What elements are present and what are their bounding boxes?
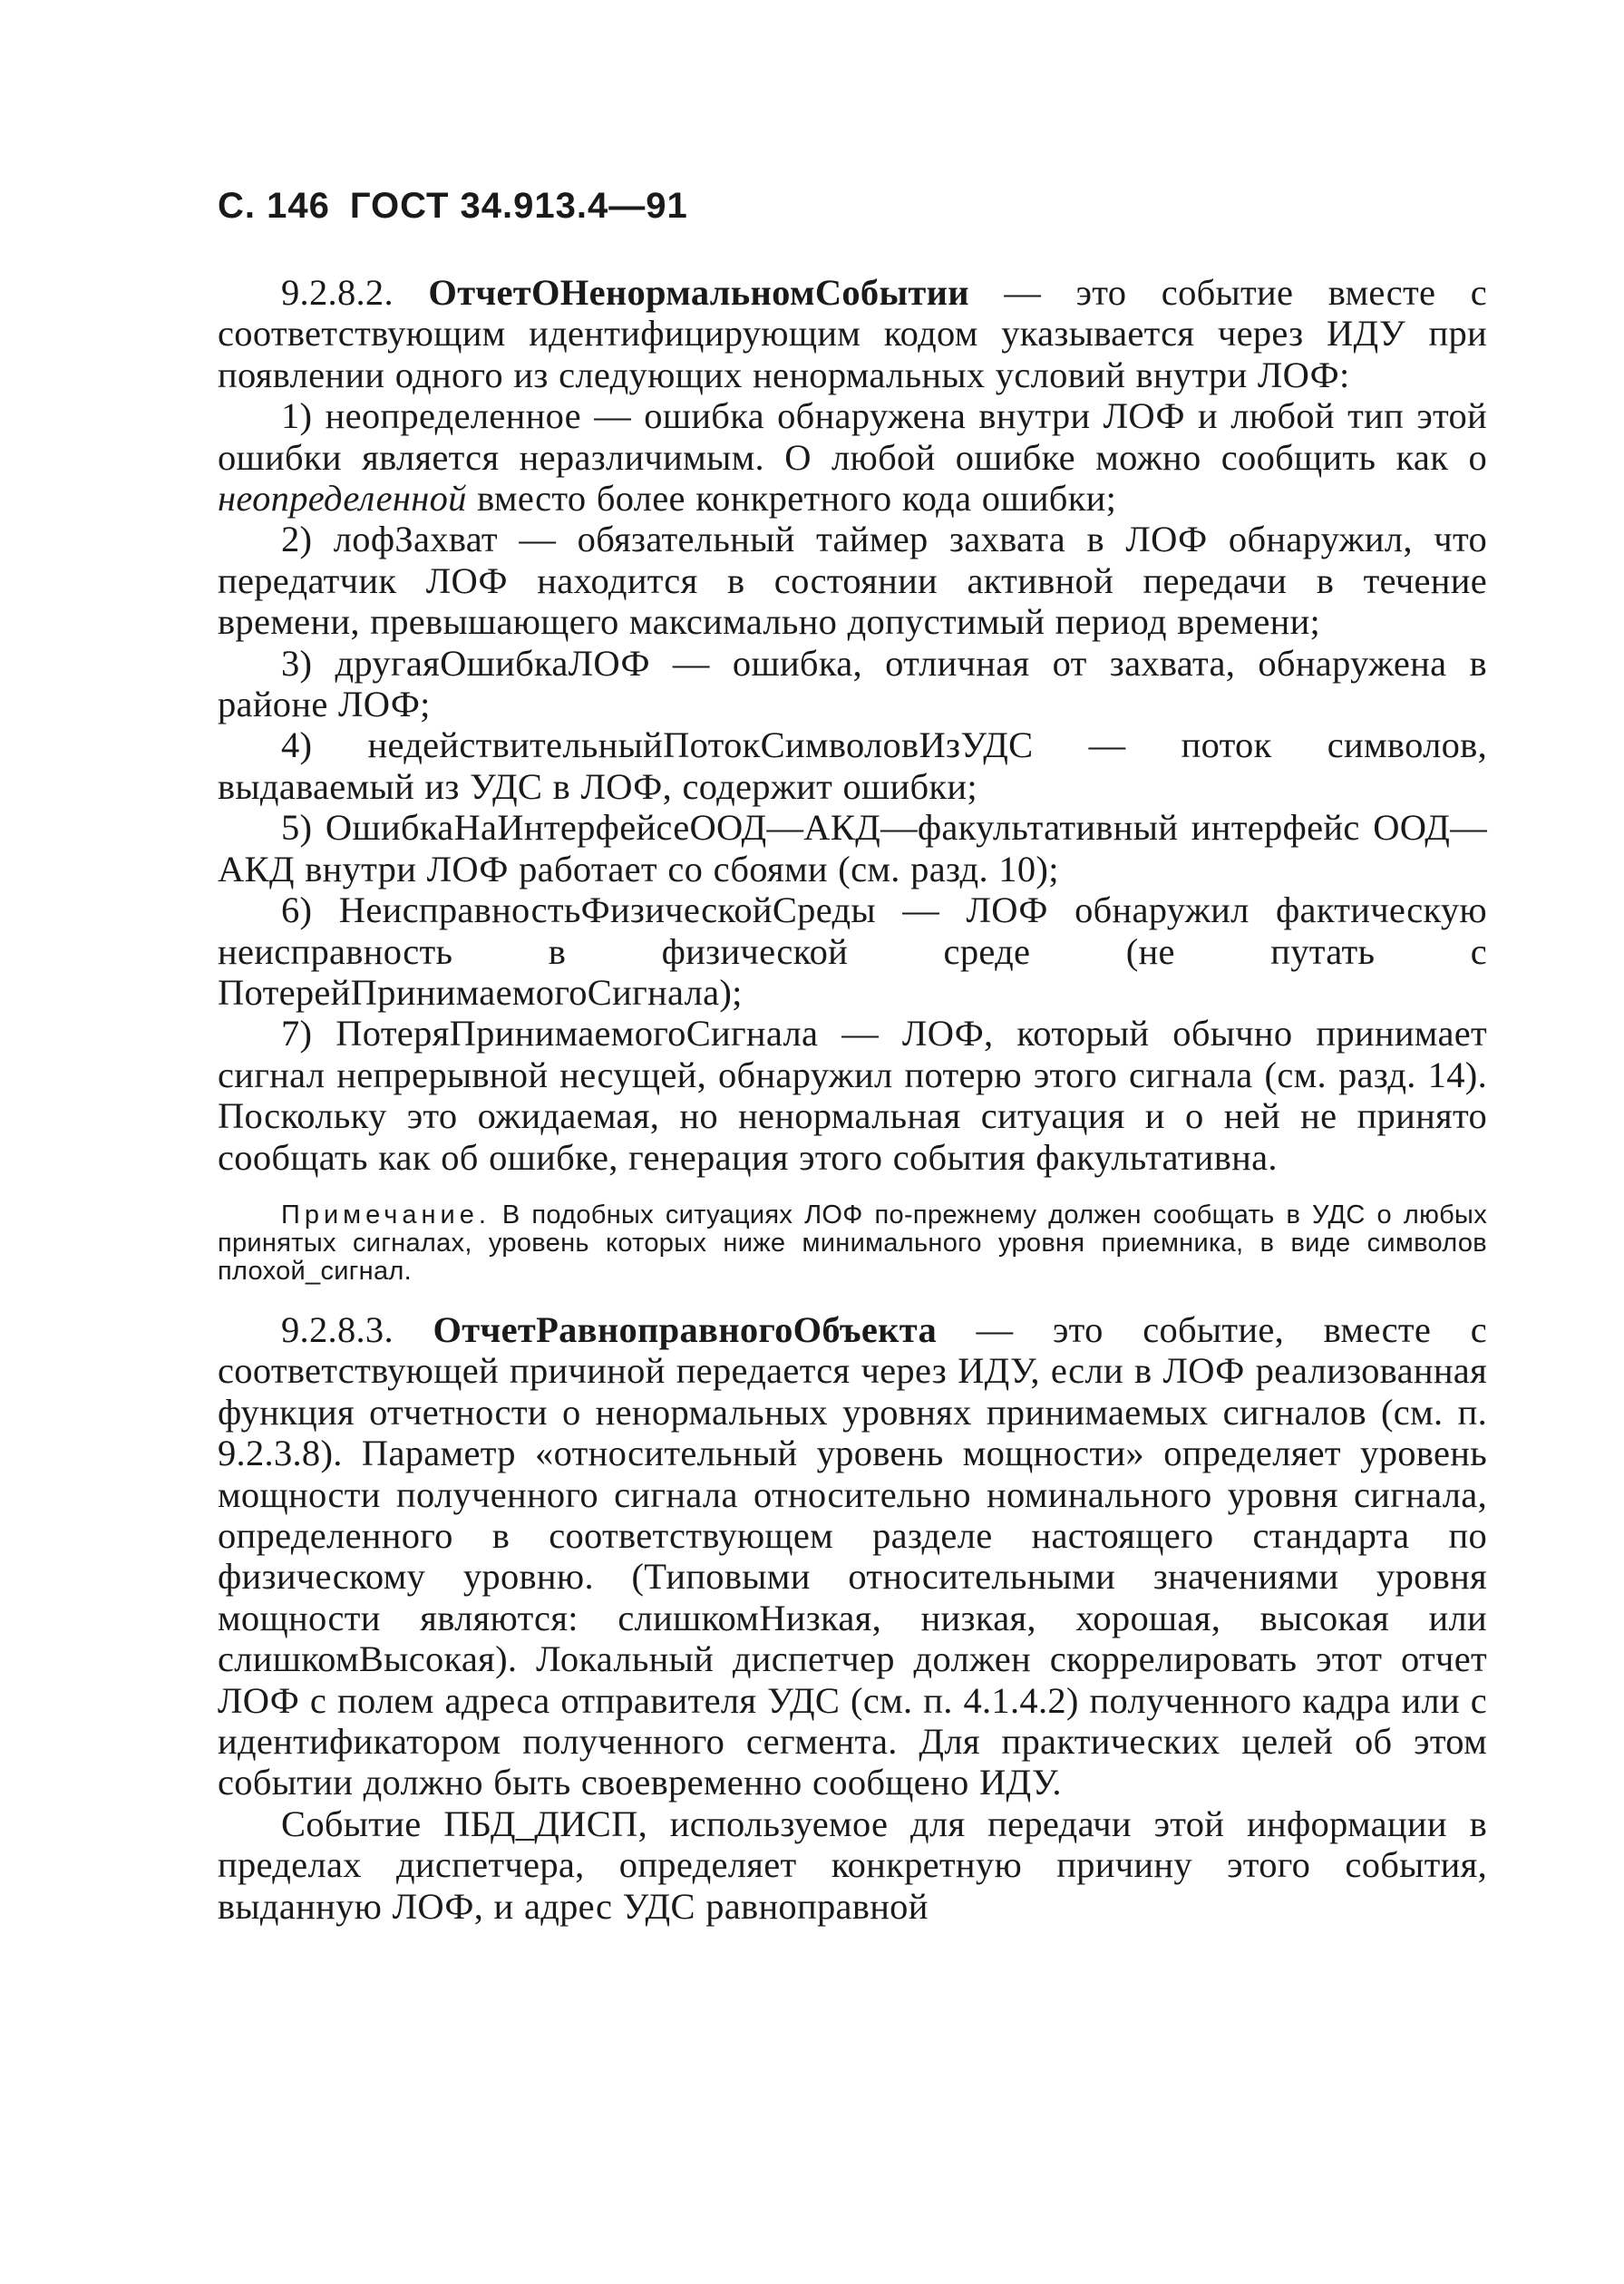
page-label: С. 146 <box>218 186 330 226</box>
section-number: 9.2.8.2. <box>281 272 394 313</box>
list-item-3: 3) другаяОшибкаЛОФ — ошибка, отличная от захвата, обнаружена в районе ЛОФ; <box>218 642 1487 725</box>
section-9-2-8-3 <box>218 1309 1487 1803</box>
list-item-5: 5) ОшибкаНаИнтерфейсеООД—АКД—факультативный интерфейс ООД—АКД внутри ЛОФ работает со сбоями (см. разд. 10); <box>218 807 1487 889</box>
note <box>218 1201 1487 1286</box>
running-header <box>218 186 1487 227</box>
closing-paragraph: Событие ПБД_ДИСП, используемое для передачи этой информации в пределах диспетчера, определяет конкретную причину этого события, выданную ЛОФ, и адрес УДС равноправной <box>218 1803 1487 1927</box>
section-9-2-8-2 <box>218 272 1487 395</box>
document-code: ГОСТ 34.913.4—91 <box>349 186 688 226</box>
section-term: ОтчетОНенормальномСобытии <box>428 272 969 313</box>
body-text <box>218 272 1487 1927</box>
list-item-1 <box>218 395 1487 519</box>
section-term: ОтчетРавноправногоОбъекта <box>433 1308 938 1350</box>
section-text: — это событие вместе с соответствующим идентифицирующим кодом указывается через ИДУ при появлении одного из следующих ненормальных условий внутри ЛОФ: <box>218 272 1487 395</box>
section-number: 9.2.8.3. <box>281 1308 394 1350</box>
list-item-4: 4) недействительныйПотокСимволовИзУДС — поток символов, выдаваемый из УДС в ЛОФ, содержит ошибки; <box>218 724 1487 807</box>
note-label: Примечание. <box>281 1200 491 1229</box>
document-page <box>218 186 1487 1927</box>
list-item-text: 1) неопределенное — ошибка обнаружена внутри ЛОФ и любой тип этой ошибки является неразличимым. О любой ошибке можно сообщить как о <box>218 395 1487 478</box>
emphasis-text: неопределенной <box>218 478 467 520</box>
list-item-7: 7) ПотеряПринимаемогоСигнала — ЛОФ, который обычно принимает сигнал непрерывной несущей, обнаружил потерю этого сигнала (см. разд. 14). Поскольку это ожидаемая, но ненормальная ситуация и о ней не принято сообщать как об ошибке, генерация этого события факультативна. <box>218 1013 1487 1178</box>
section-text: — это событие, вместе с соответствующей причиной передается через ИДУ, если в ЛОФ реализованная функция отчетности о ненормальных уровнях принимаемых сигналов (см. п. 9.2.3.8). Параметр «относительный уровень мощности» определяет уровень мощности полученного сигнала относительно номинального уровня сигнала, определенного в соответствующем разделе настоящего стандарта по физическому уровню. (Типовыми относительными значениями уровня мощности являются: слишкомНизкая, низкая, хорошая, высокая или слишкомВысокая). Локальный диспетчер должен скоррелировать этот отчет ЛОФ с полем адреса отправителя УДС (см. п. 4.1.4.2) полученного кадра или с идентификатором полученного сегмента. Для практических целей об этом событии должно быть своевременно сообщено ИДУ. <box>218 1308 1487 1803</box>
list-item-2: 2) лофЗахват — обязательный таймер захвата в ЛОФ обнаружил, что передатчик ЛОФ находится в состоянии активной передачи в течение времени, превышающего максимально допустимый период времени; <box>218 519 1487 643</box>
list-item-text-end: вместо более конкретного кода ошибки; <box>466 478 1117 520</box>
note-text: В подобных ситуациях ЛОФ по-прежнему должен сообщать в УДС о любых принятых сигналах, уровень которых ниже минимального уровня приемника, в виде символов плохой_сигнал. <box>218 1200 1487 1286</box>
list-item-6: 6) НеисправностьФизическойСреды — ЛОФ обнаружил фактическую неисправность в физической среде (не путать с ПотерейПринимаемогоСигнала); <box>218 889 1487 1013</box>
